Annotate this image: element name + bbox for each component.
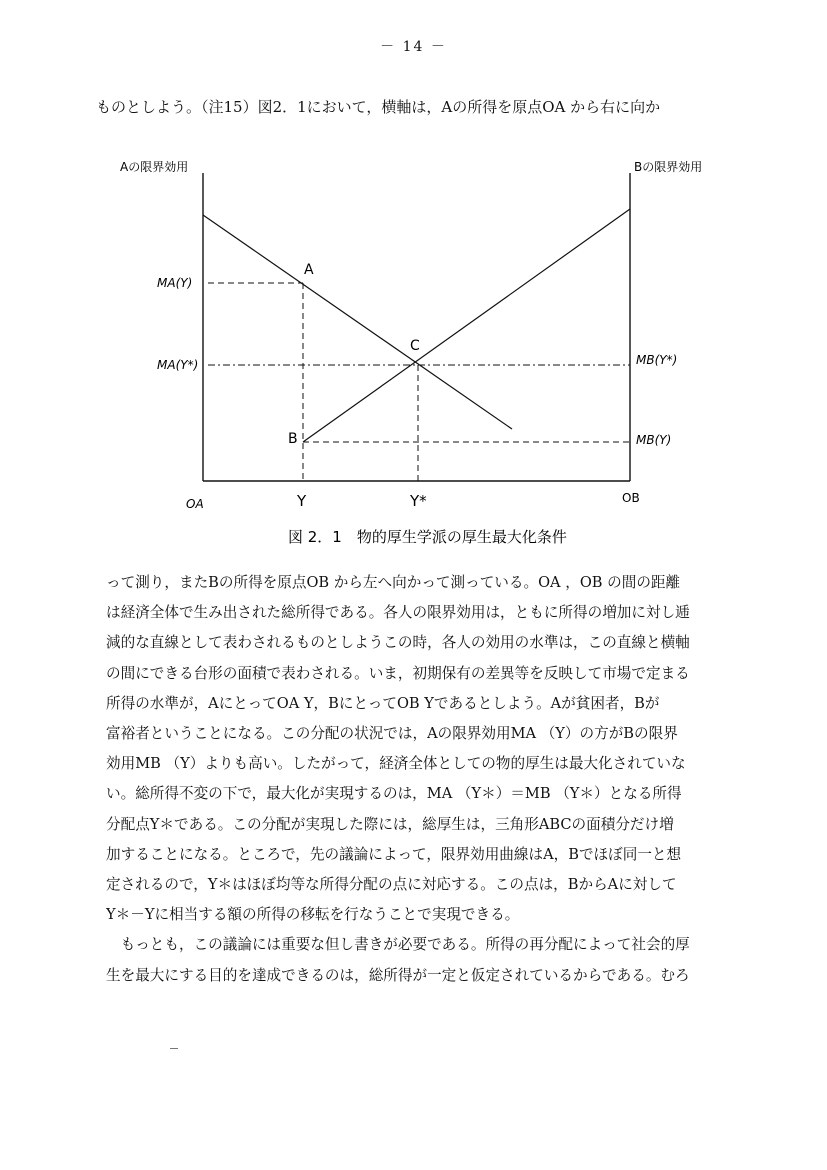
text-line: 減的な直線として表わされるものとしようこの時，各人の効用の水準は，この直線と横軸	[106, 634, 690, 652]
point-c-label: C	[410, 338, 420, 354]
point-b-label: B	[288, 431, 298, 447]
body-text	[106, 568, 726, 991]
x-tick-y: Y	[297, 492, 307, 510]
text-line: って測り，またBの所得を原点OB から左へ向かって測っている。OA ，OB の間の距離	[106, 574, 681, 591]
origin-b-label: OB	[622, 491, 640, 505]
text-line: 所得の水準が，AにとってOA Y，BにとってOB Yであるとしよう。Aが貧困者，Bが	[106, 694, 660, 712]
page-number: － 14 －	[380, 39, 447, 55]
a-marginal-utility-line	[203, 215, 512, 429]
text-line: 生を最大にする目的を達成できるのは，総所得が一定と仮定されているからである。むろ	[106, 966, 690, 984]
figure-2-1	[0, 140, 827, 560]
text-line: もっとも，この議論には重要な但し書きが必要である。所得の再分配によって社会的厚	[120, 936, 690, 954]
text-line: い。総所得不変の下で，最大化が実現するのは，MA （Y＊）＝MB （Y＊）となる所得	[106, 785, 682, 803]
paragraph-2	[106, 930, 726, 990]
text-line: 効用MB （Y）よりも高い。したがって，経済全体としての物的厚生は最大化されていな	[106, 755, 686, 773]
tick-ma-y: MA(Y)	[157, 276, 193, 290]
origin-a-label: OA	[186, 497, 204, 511]
text-line: 分配点Y＊である。この分配が実現した際には，総厚生は，三角形ABCの面積分だけ増	[106, 815, 674, 833]
top-text-line: ものとしよう。（注15）図2．1において，横軸は，Aの所得を原点OA から右に向か	[96, 98, 661, 116]
text-line: は経済全体で生み出された総所得である。各人の限界効用は，ともに所得の増加に対し逓	[106, 604, 690, 622]
text-line: 富裕者ということになる。この分配の状況では，Aの限界効用MA （Y）の方がBの限界	[106, 725, 678, 743]
scan-mark	[170, 1048, 178, 1049]
point-a-label: A	[304, 262, 314, 278]
paragraph-1	[106, 568, 726, 930]
left-axis-label: Aの限界効用	[120, 160, 189, 174]
tick-ma-ystar: MA(Y*)	[157, 358, 199, 372]
text-line: 定されるので，Y＊はほぼ均等な所得分配の点に対応する。この点は，BからAに対して	[106, 876, 677, 894]
right-axis-label: Bの限界効用	[634, 160, 703, 174]
x-tick-ystar: Y*	[410, 492, 427, 510]
b-marginal-utility-line	[303, 209, 630, 442]
text-line: の間にできる台形の面積で表わされる。いま，初期保有の差異等を反映して市場で定まる	[106, 664, 690, 682]
tick-mb-y: MB(Y)	[636, 433, 672, 447]
tick-mb-ystar: MB(Y*)	[636, 353, 678, 367]
text-line: Y＊－Yに相当する額の所得の移転を行なうことで実現できる。	[106, 906, 520, 924]
figure-caption: 図 2．1 物的厚生学派の厚生最大化条件	[288, 528, 567, 546]
text-line: 加することになる。ところで，先の議論によって，限界効用曲線はA，Bでほぼ同一と想	[106, 845, 682, 863]
